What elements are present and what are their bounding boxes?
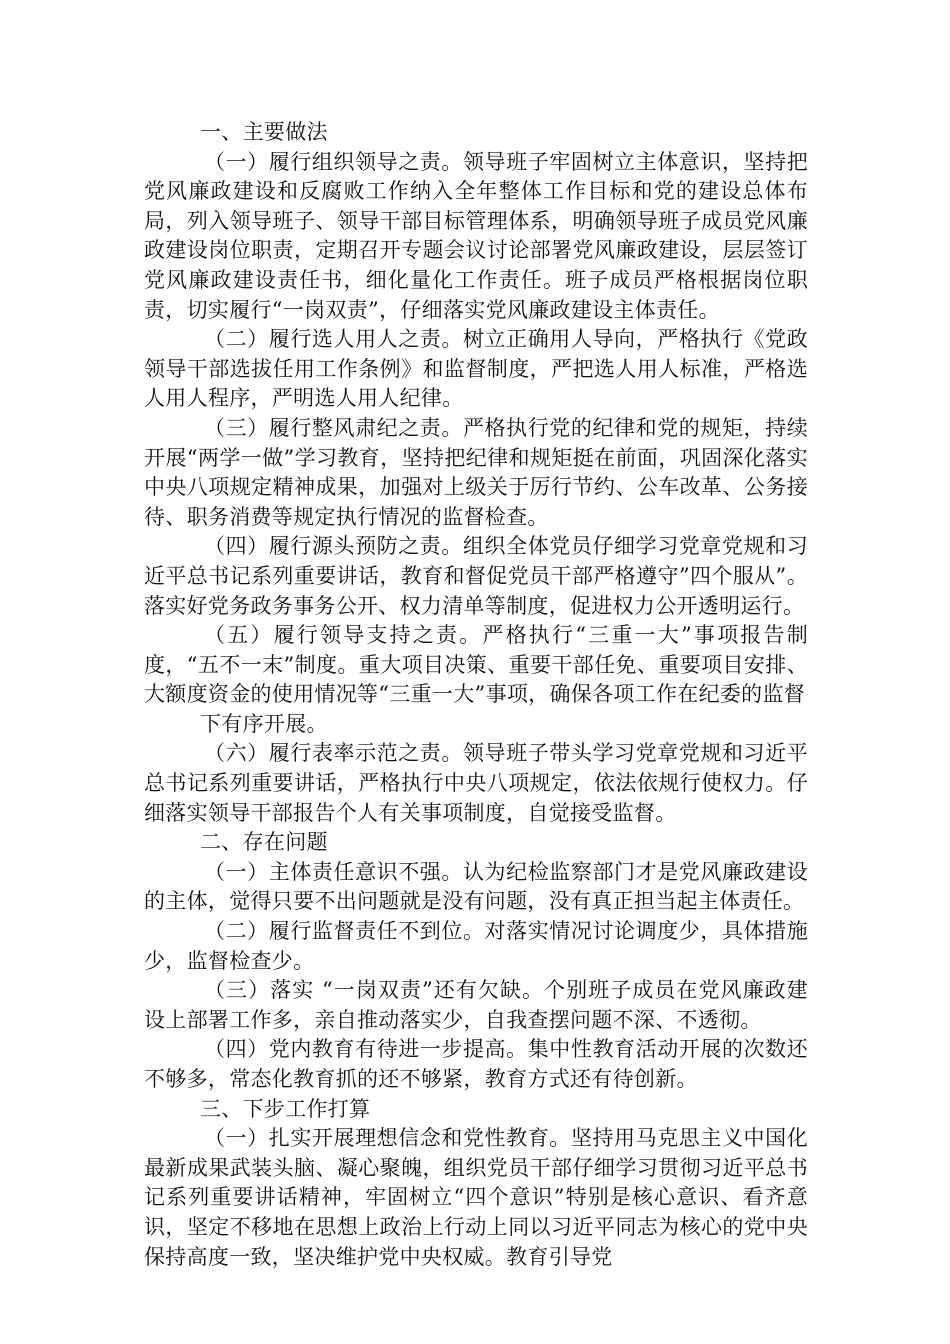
- paragraph: （六）履行表率示范之责。领导班子带头学习党章党规和习近平总书记系列重要讲话，严格执行中央八项规定，依法依规行使权力。仔细落实领导干部报告个人有关事项制度，自觉接受监督。: [144, 741, 808, 825]
- paragraph: （四）履行源头预防之责。组织全体党员仔细学习党章党规和习近平总书记系列重要讲话，教育和督促党员干部严格遵守”四个服从”。落实好党务政务事务公开、权力清单等制度，促进权力公开透明运行。: [144, 534, 808, 618]
- paragraph: （一）履行组织领导之责。领导班子牢固树立主体意识，坚持把党风廉政建设和反腐败工作纳入全年整体工作目标和党的建设总体布局，列入领导班子、领导干部目标管理体系，明确领导班子成员党风廉政建设岗位职责，定期召开专题会议讨论部署党风廉政建设，层层签订党风廉政建设责任书，细化量化工作责任。班子成员严格根据岗位职责，切实履行“一岗双责”，仔细落实党风廉政建设主体责任。: [144, 149, 808, 322]
- section-heading-main-practices: 一、主要做法: [200, 120, 328, 144]
- paragraph: （五）履行领导支持之责。严格执行“三重一大”事项报告制度，“五不一末”制度。重大项目决策、重要干部任免、重要项目安排、大额度资金的使用情况等“三重一大”事项，确保各项工作在纪委的监督: [144, 623, 808, 707]
- paragraph: （四）党内教育有待进一步提高。集中性教育活动开展的次数还不够多，常态化教育抓的还不够紧，教育方式还有待创新。: [144, 1037, 808, 1091]
- paragraph-continuation: 下有序开展。: [200, 711, 328, 736]
- paragraph: （三）落实 “一岗双责”还有欠缺。个别班子成员在党风廉政建设上部署工作多，亲自推动落实少，自我查摆问题不深、不透彻。: [144, 978, 808, 1032]
- section-heading-existing-problems: 二、存在问题: [200, 830, 328, 855]
- paragraph: （三）履行整风肃纪之责。严格执行党的纪律和党的规矩，持续开展“两学一做”学习教育，坚持把纪律和规矩挺在前面，巩固深化落实中央八项规定精神成果，加强对上级关于厉行节约、公车改革、公务接待、职务消费等规定执行情况的监督检查。: [144, 415, 808, 529]
- paragraph: （一）扎实开展理想信念和党性教育。坚持用马克思主义中国化最新成果武装头脑、凝心聚魄，组织党员干部仔细学习贯彻习近平总书记系列重要讲话精神，牢固树立“四个意识”特别是核心意识、看齐意识，坚定不移地在思想上政治上行动上同以习近平同志为核心的党中央保持高度一致，坚决维护党中央权威。教育引导党: [144, 1126, 808, 1269]
- paragraph: （二）履行选人用人之责。树立正确用人导向，严格执行《党政领导干部选拔任用工作条例》和监督制度，严把选人用人标准，严格选人用人程序，严明选人用人纪律。: [144, 327, 808, 411]
- section-heading-next-steps: 三、下步工作打算: [200, 1096, 371, 1121]
- paragraph: （二）履行监督责任不到位。对落实情况讨论调度少，具体措施少，监督检查少。: [144, 919, 808, 973]
- paragraph: （一）主体责任意识不强。认为纪检监察部门才是党风廉政建设的主体，觉得只要不出问题就是没有问题，没有真正担当起主体责任。: [144, 859, 808, 914]
- document-body: [144, 118, 808, 1272]
